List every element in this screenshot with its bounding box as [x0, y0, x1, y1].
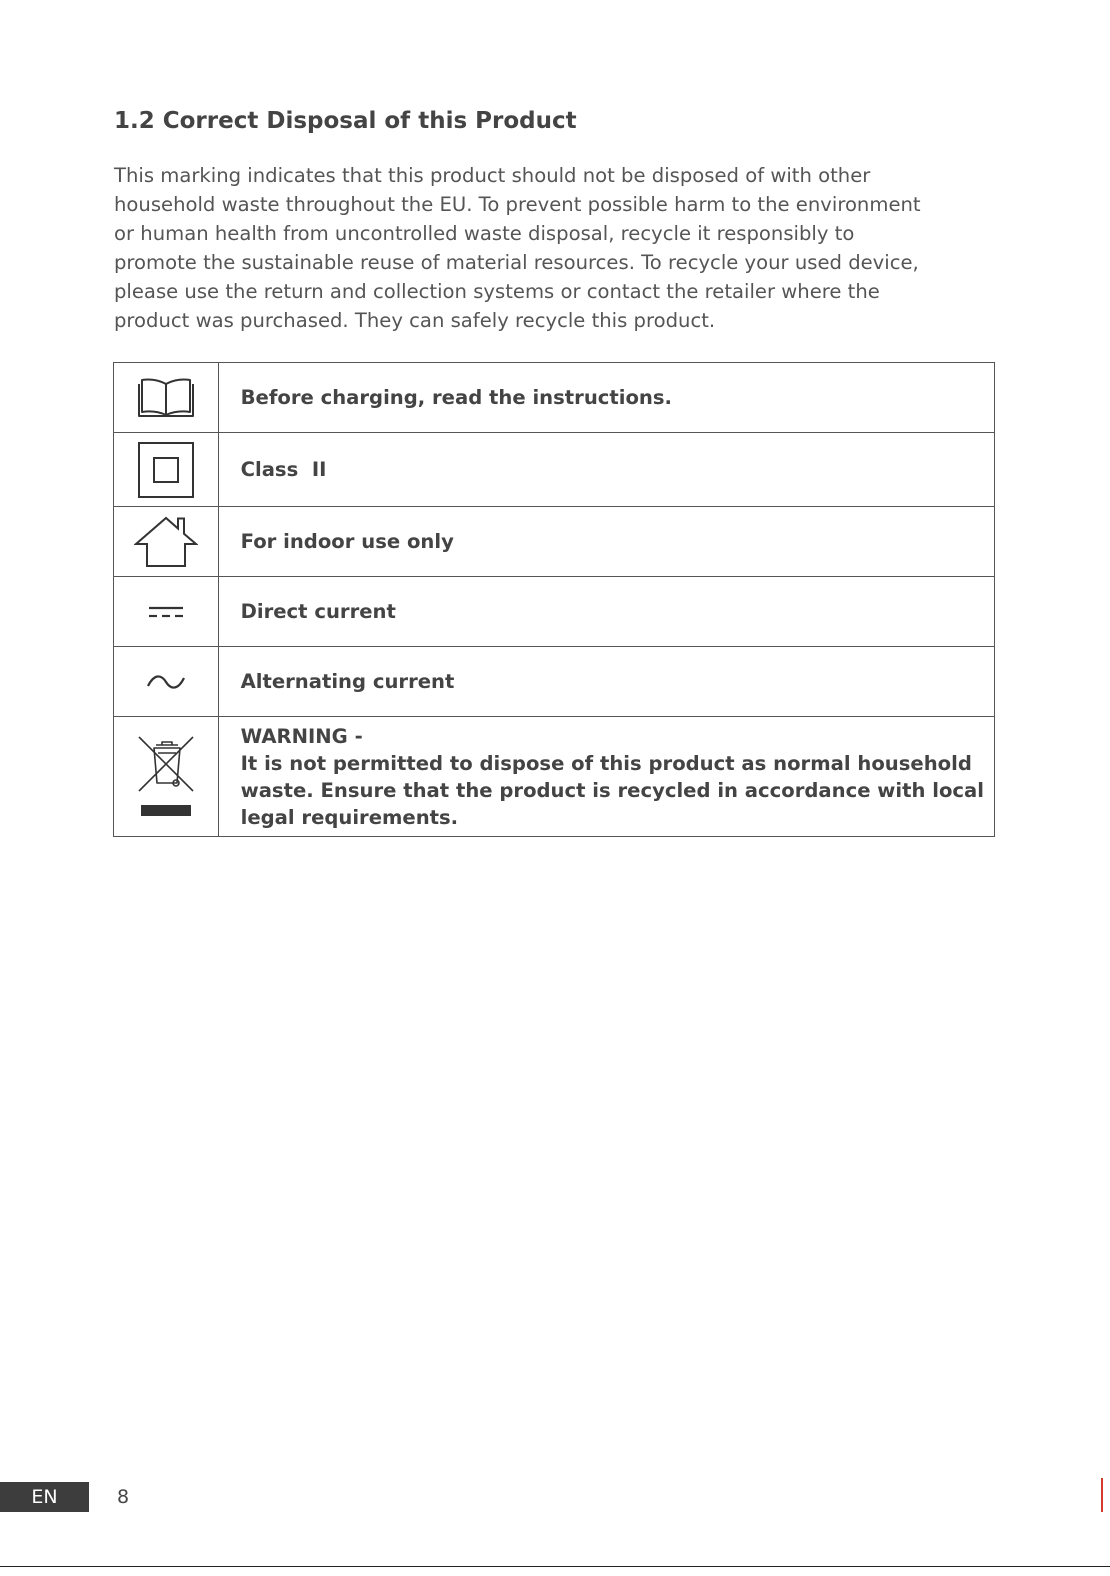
warning-heading: WARNING - [240, 724, 363, 748]
warning-description [218, 717, 994, 837]
symbol-row [114, 577, 995, 647]
warning-line: waste. Ensure that the product is recycled in accordance with local [240, 778, 984, 802]
symbol-row [114, 507, 995, 577]
symbol-icon-cell [114, 717, 219, 837]
class-ii-double-square-icon [137, 441, 195, 499]
symbol-icon-cell [114, 507, 219, 577]
page-title: 1.2 Correct Disposal of this Product [114, 108, 577, 134]
symbol-description: Class II [218, 433, 994, 507]
symbol-icon-cell [114, 433, 219, 507]
symbol-description: For indoor use only [218, 507, 994, 577]
direct-current-icon [147, 604, 185, 620]
symbols-table [113, 362, 995, 837]
edge-marker [1101, 1478, 1103, 1512]
intro-line: promote the sustainable reuse of material resources. To recycle your used device, [114, 251, 919, 274]
intro-paragraph [114, 161, 1004, 335]
intro-line: please use the return and collection systems or contact the retailer where the [114, 280, 880, 303]
warning-line: It is not permitted to dispose of this product as normal household [240, 751, 972, 775]
language-tab: EN [0, 1482, 89, 1512]
warning-line: legal requirements. [240, 805, 459, 829]
intro-line: product was purchased. They can safely recycle this product. [114, 309, 716, 332]
symbol-row [114, 647, 995, 717]
house-indoor-icon [134, 516, 198, 568]
bottom-divider [0, 1566, 1110, 1567]
intro-line: This marking indicates that this product should not be disposed of with other [114, 164, 871, 187]
symbol-icon-cell [114, 647, 219, 717]
symbol-icon-cell [114, 577, 219, 647]
symbol-row [114, 717, 995, 837]
symbol-description: Before charging, read the instructions. [218, 363, 994, 433]
intro-line: or human health from uncontrolled waste disposal, recycle it responsibly to [114, 222, 855, 245]
symbol-description: Alternating current [218, 647, 994, 717]
alternating-current-icon [146, 674, 186, 690]
crossed-out-wheelie-bin-icon [136, 735, 196, 819]
manual-book-icon [136, 377, 196, 419]
symbol-description: Direct current [218, 577, 994, 647]
symbol-icon-cell [114, 363, 219, 433]
page-number: 8 [117, 1486, 130, 1508]
intro-line: household waste throughout the EU. To prevent possible harm to the environment [114, 193, 921, 216]
symbol-row [114, 363, 995, 433]
symbol-row [114, 433, 995, 507]
